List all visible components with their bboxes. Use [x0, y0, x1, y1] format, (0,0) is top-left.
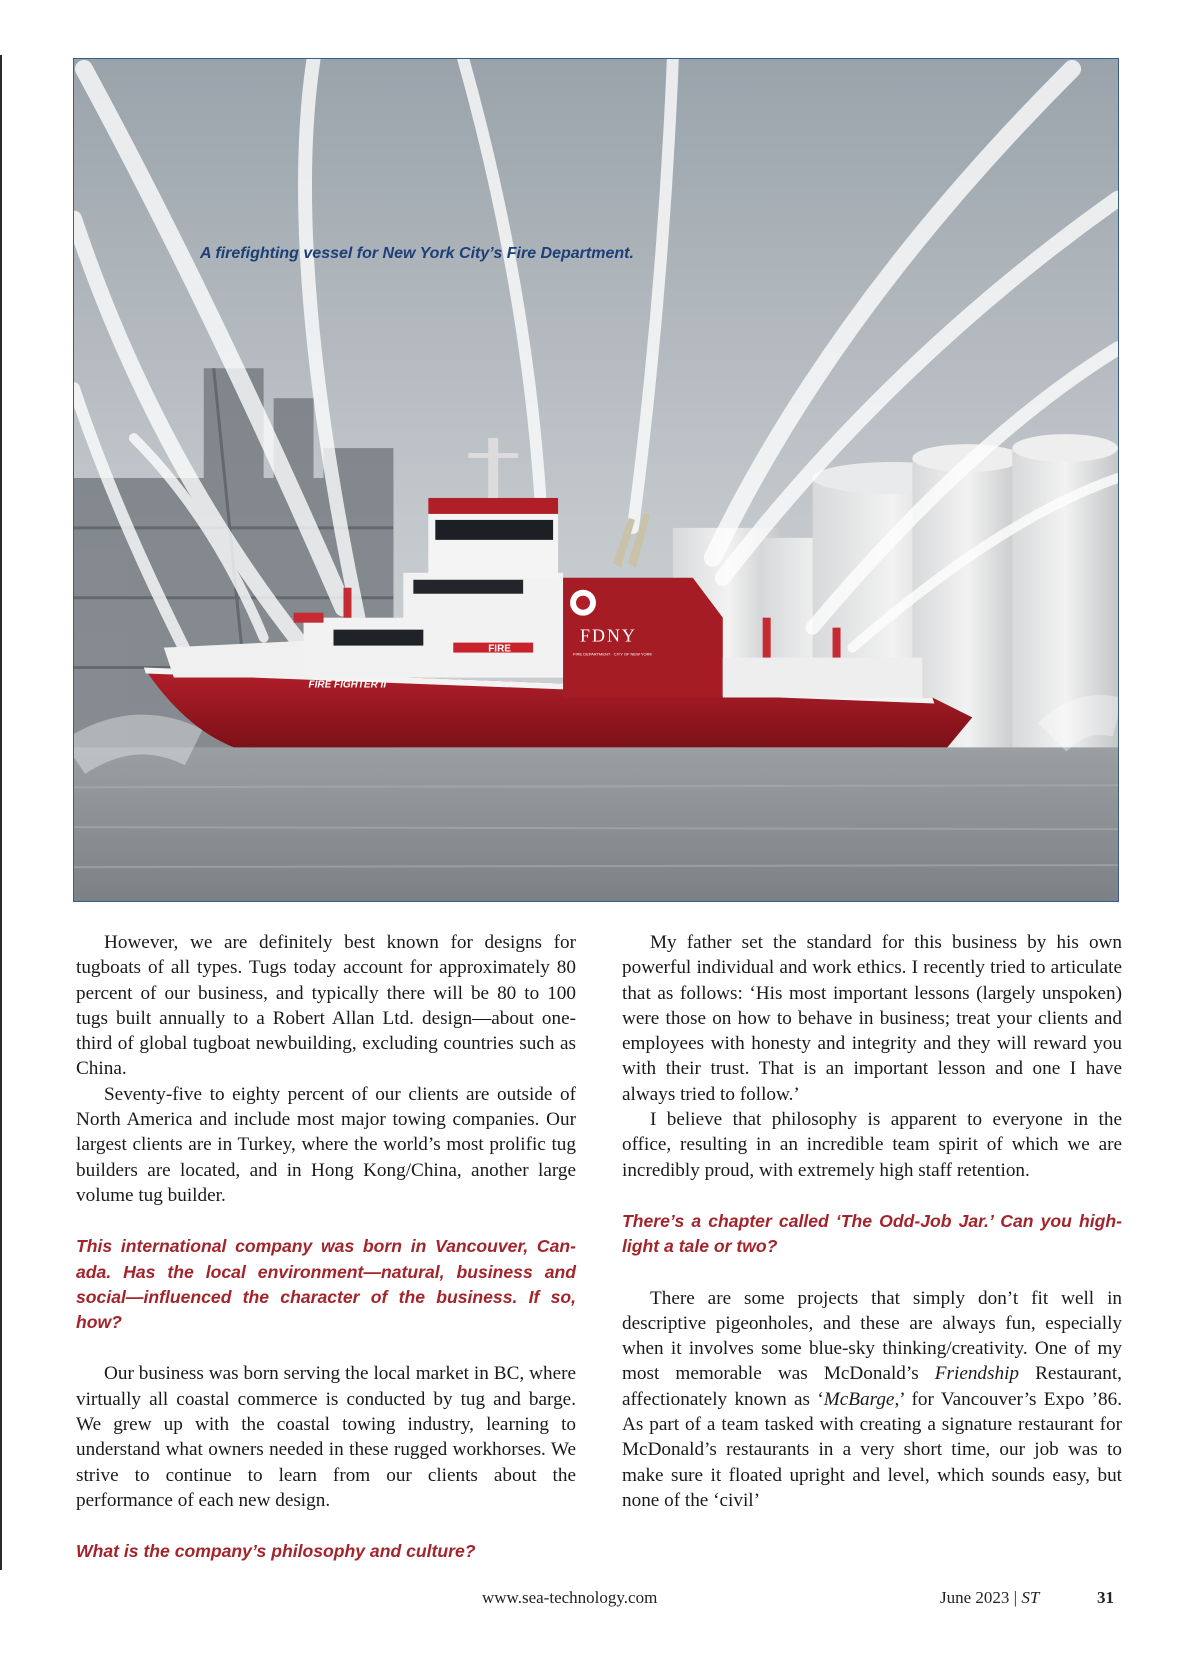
fireboat-photo [73, 58, 1119, 902]
photo-caption: A firefighting vessel for New York City’s Fire Department. [200, 245, 634, 262]
footer-url[interactable]: www.sea-technology.com [482, 1588, 658, 1607]
mcbarge-italic: McBarge [823, 1388, 895, 1410]
issue-date: June 2023 | [940, 1588, 1022, 1607]
page-number: 31 [1097, 1588, 1114, 1607]
interview-question-philosophy: What is the company’s philosophy and culture? [76, 1541, 476, 1562]
right-paragraph-2: I believe that philosophy is apparent to everyone in the office, resulting in an incredible team spirit of which we are incredibly proud, with extremely high staff retention. [622, 1109, 1122, 1181]
fdny-stack-subtext: FIRE DEPARTMENT · CITY OF NEW YORK [573, 651, 653, 657]
friendship-italic: Friendship [934, 1363, 1020, 1385]
hull-name-text: FIRE FIGHTER II [308, 679, 387, 691]
paragraph-text: There are some projects that simply don’t fit well in descriptive pigeonholes, and these are always fun, especially when it involves some blue-sky thinking/creativity. One of my most memorable was McDonald’s [622, 1287, 1122, 1385]
left-paragraph-3: Our business was born serving the local market in BC, where virtually all coastal commerce is conducted by tug and barge. We grew up with the coastal towing industry, learning to understand what owners needed in these rugged workhorses. We strive to continue to learn from our clients about the performance of each new design. [76, 1363, 576, 1511]
interview-question-odd-job-jar: There’s a chapter called ‘The Odd-Job Jar.’ Can you highlight a tale or two? [622, 1210, 1122, 1257]
page-edge-rule [0, 55, 2, 1570]
water [74, 747, 1118, 901]
paragraph-text: ,’ for Vancouver’s Expo ’86. As part of a team tasked with creating a signature restaurant for McDonald’s restaurants in a very short time, our job was to make sure it floated upright and level, which sounds easy, but none of the ‘civil’ [622, 1388, 1123, 1511]
magazine-abbrev: ST [1021, 1588, 1040, 1607]
interview-question-vancouver: This international company was born in Vancouver, Canada. Has the local environment—natural, business and social—influenced the character of the business. If so, how? [76, 1236, 576, 1333]
right-paragraph-1: My father set the standard for this business by his own powerful individual and work ethics. I recently tried to articulate that as follows: ‘His most important lessons (largely unspoken) were those on how to behave in business; treat your clients and employees with honesty and integrity and they will reward you with their trust. That is an important lesson and one I have always tried to follow.’ [622, 932, 1122, 1105]
footer-issue-date [940, 1588, 1039, 1608]
right-column [622, 930, 1122, 1513]
left-paragraph-2: Seventy-five to eighty percent of our clients are outside of North America and include most major towing companies. Our largest clients are in Turkey, where the world’s most prolific tug builders are located, and in Hong Kong/China, another large volume tug builder. [76, 1083, 576, 1206]
left-column [76, 930, 576, 1565]
fdny-stack-text: FDNY [580, 625, 637, 646]
fireboat-illustration [74, 59, 1118, 901]
right-paragraph-3 [622, 1286, 1122, 1514]
fire-stripe-text: FIRE [488, 643, 511, 655]
paragraph-text: Restaurant, affectionately known as ‘ [622, 1363, 1122, 1410]
left-paragraph-1: However, we are definitely best known for designs for tugboats of all types. Tugs today account for approximately 80 percent of our business, and typically there will be 80 to 100 tugs built annually to a Robert Allan Ltd. design—about one-third of global tugboat newbuilding, excluding countries such as China. [76, 932, 576, 1080]
